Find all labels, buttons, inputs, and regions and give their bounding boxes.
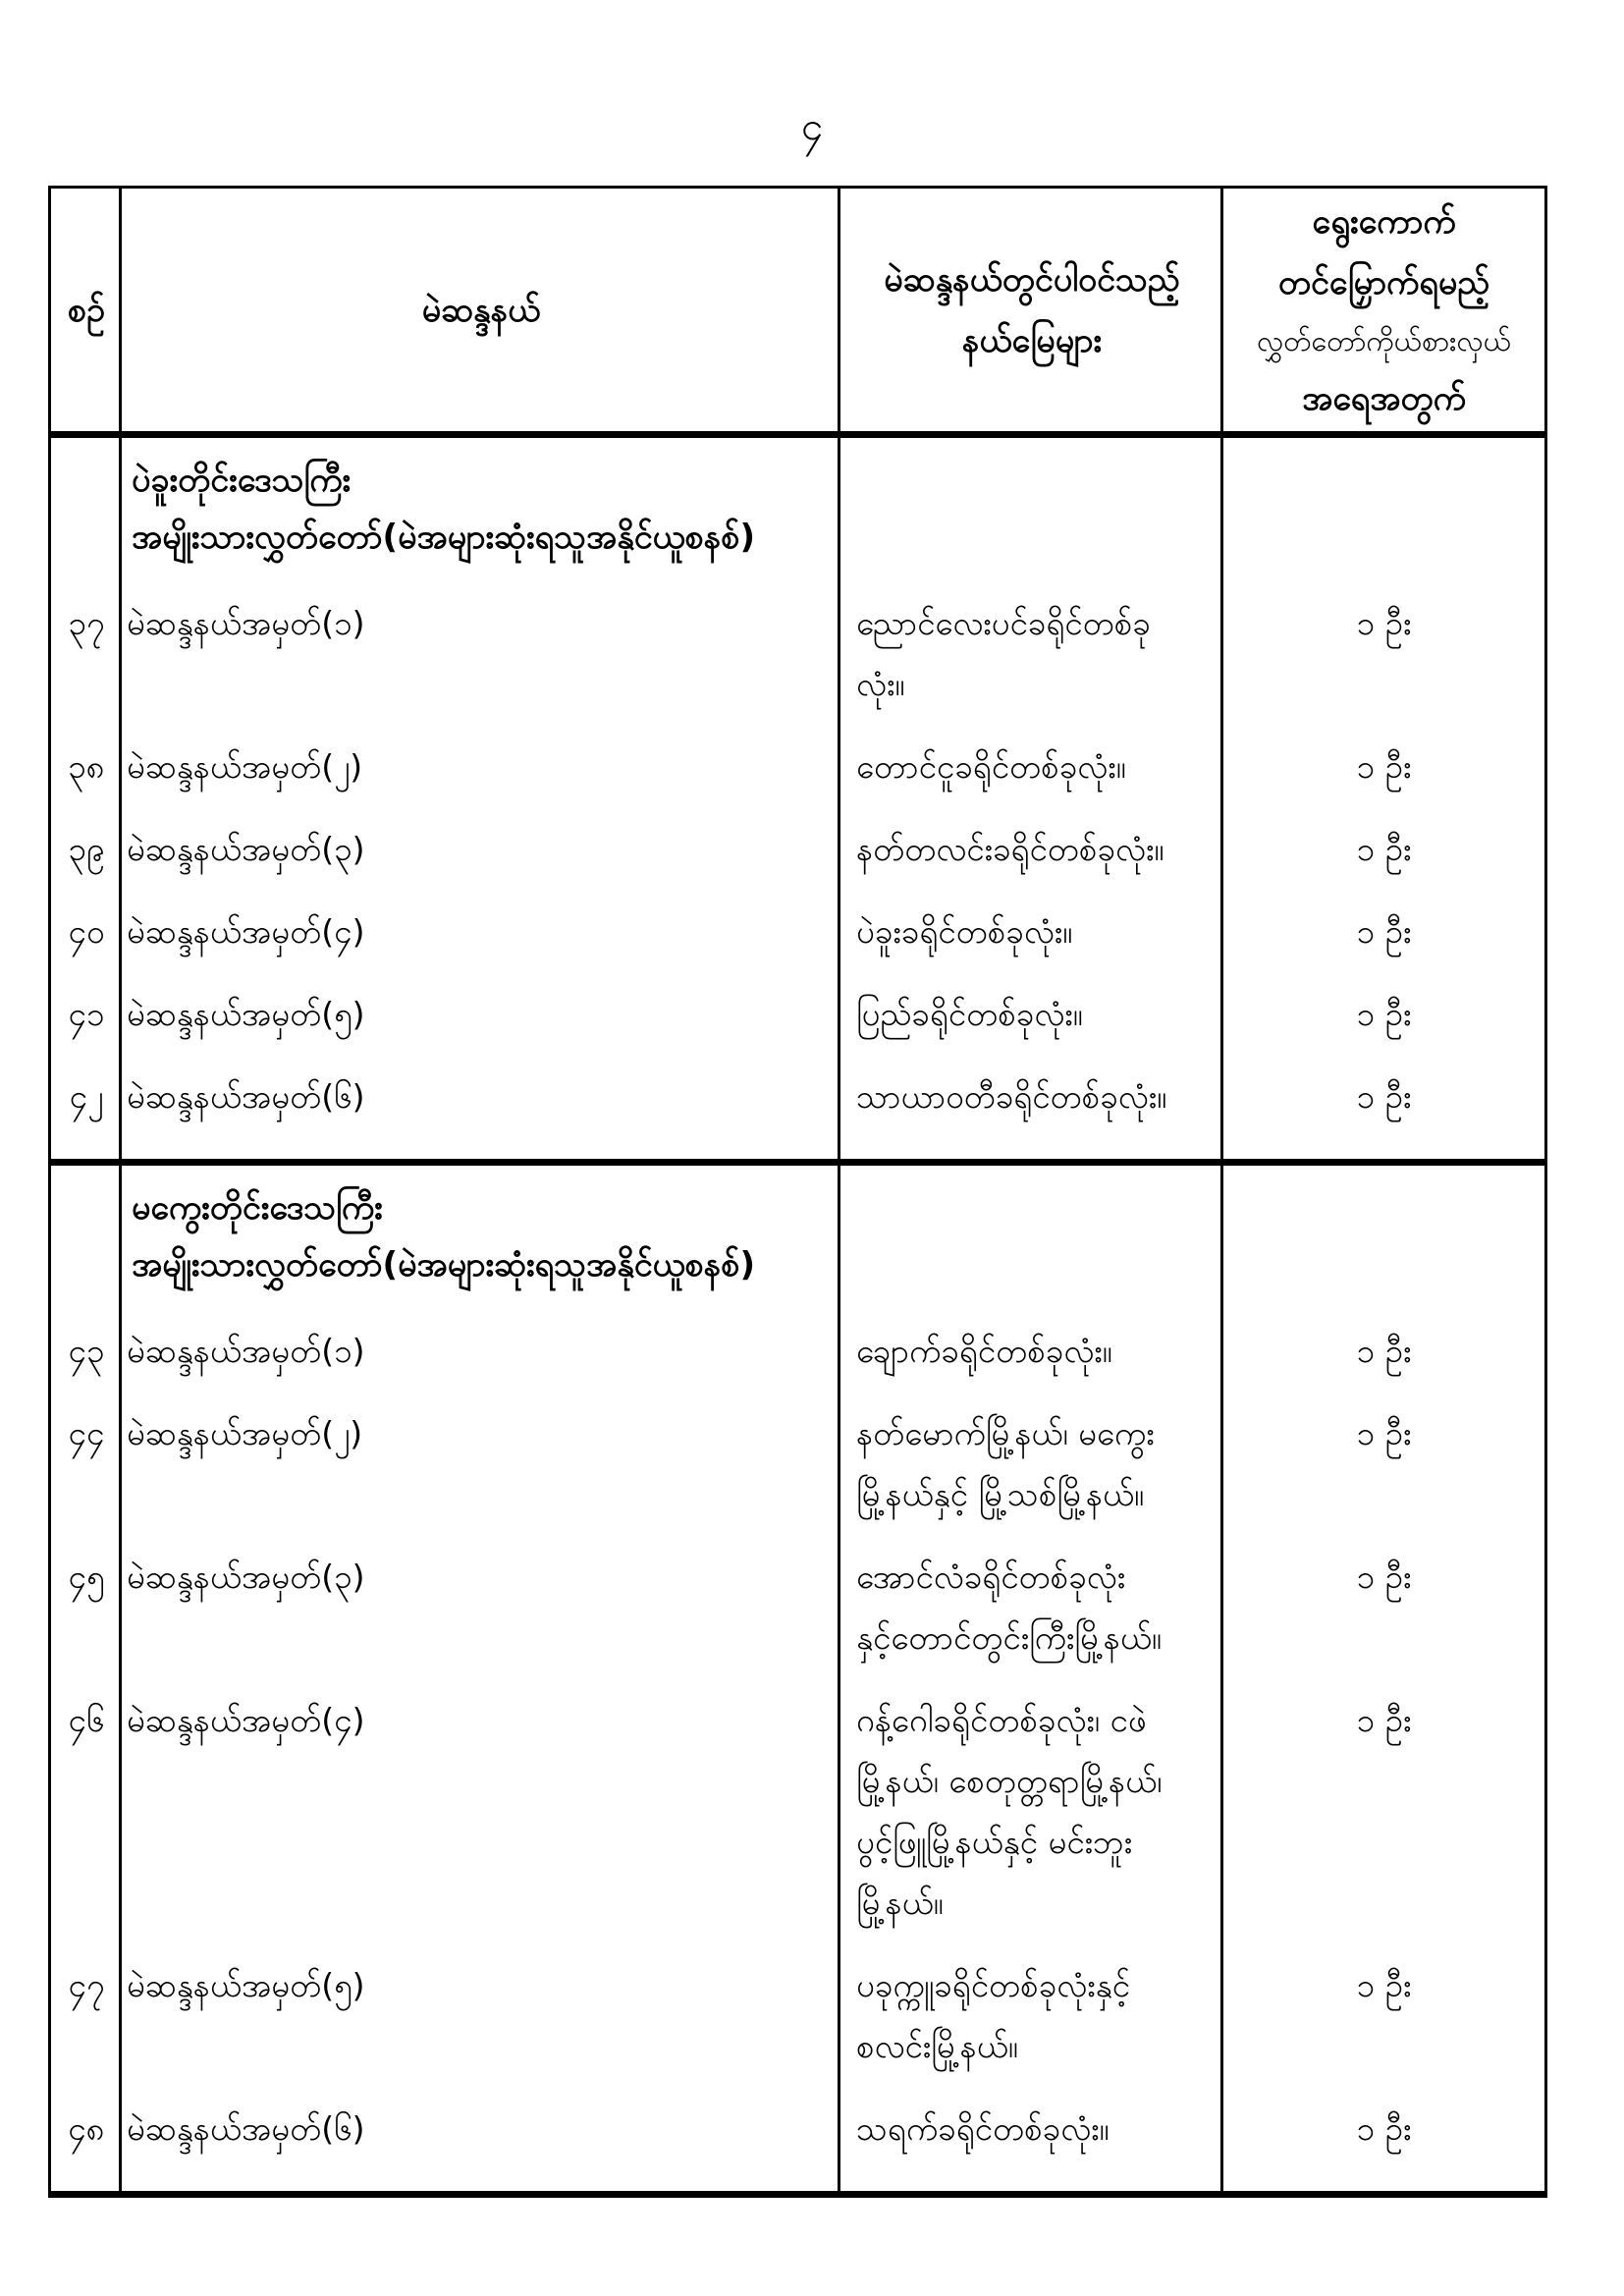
table-row bbox=[51, 2099, 1544, 2159]
table-row bbox=[51, 1066, 1544, 1127]
included-areas: ပဲခူးခရိုင်တစ်ခုလုံး။ bbox=[856, 912, 1073, 951]
row-number: ၄၀ bbox=[68, 912, 105, 951]
constituency-name: မဲဆန္ဒနယ်အမှတ်(၆) bbox=[127, 2109, 365, 2148]
header-included-areas-line1: မဲဆန္ဒနယ်တွင်ပါဝင်သည့် bbox=[884, 259, 1180, 300]
assembly-type: အမျိုးသားလွှတ်တော်(မဲအများဆုံးရသူအနိုင်ယူစနစ်) bbox=[132, 1245, 756, 1285]
region-name: မကွေးတိုင်းဒေသကြီး bbox=[132, 1188, 383, 1228]
included-areas: တောင်ငူခရိုင်တစ်ခုလုံး။ bbox=[856, 747, 1126, 786]
included-areas: သရက်ခရိုင်တစ်ခုလုံး။ bbox=[856, 2109, 1110, 2148]
constituency-name: မဲဆန္ဒနယ်အမှတ်(၆) bbox=[127, 1077, 365, 1116]
included-areas: နတ်မောက်မြို့နယ်၊ မကွေး မြို့နယ်နှင့် မြို့သစ်မြို့နယ်။ bbox=[856, 1414, 1155, 1513]
constituency-name: မဲဆန္ဒနယ်အမှတ်(၃) bbox=[127, 830, 365, 868]
table-row bbox=[51, 1403, 1544, 1525]
table-row bbox=[51, 1955, 1544, 2077]
table-row bbox=[51, 1321, 1544, 1382]
included-areas: ပြည်ခရိုင်တစ်ခုလုံး။ bbox=[856, 995, 1083, 1033]
representative-count: ၁ ဦး bbox=[1356, 604, 1412, 642]
header-rep-count-line2: တင်မြှောက်ရမည့် bbox=[1277, 262, 1490, 302]
row-number: ၄၈ bbox=[68, 2109, 105, 2148]
constituency-name: မဲဆန္ဒနယ်အမှတ်(၃) bbox=[127, 1558, 365, 1596]
row-number: ၄၄ bbox=[68, 1414, 105, 1452]
header-rep-count-line3: လွှတ်တော်ကိုယ်စားလှယ် bbox=[1257, 323, 1511, 357]
representative-count: ၁ ဦး bbox=[1356, 1332, 1412, 1370]
header-included-areas bbox=[840, 189, 1223, 431]
included-areas: ညောင်လေးပင်ခရိုင်တစ်ခု လုံး။ bbox=[856, 604, 1151, 703]
constituency-name: မဲဆန္ဒနယ်အမှတ်(၅) bbox=[127, 1966, 365, 2004]
included-areas: ပခုက္ကူခရိုင်တစ်ခုလုံးနှင့် စလင်းမြို့နယ်။ bbox=[856, 1966, 1130, 2065]
constituency-name: မဲဆန္ဒနယ်အမှတ်(၄) bbox=[127, 1701, 365, 1739]
header-constituency-label: မဲဆန္ဒနယ် bbox=[421, 290, 541, 330]
representative-count: ၁ ဦး bbox=[1356, 2109, 1412, 2148]
constituency-name: မဲဆန္ဒနယ်အမှတ်(၂) bbox=[127, 1414, 363, 1452]
representative-count: ၁ ဦး bbox=[1356, 747, 1412, 786]
representative-count: ၁ ဦး bbox=[1356, 1077, 1412, 1116]
constituency-name: မဲဆန္ဒနယ်အမှတ်(၅) bbox=[127, 995, 365, 1033]
row-number: ၄၃ bbox=[68, 1332, 105, 1370]
row-number: ၄၁ bbox=[68, 995, 105, 1033]
representative-count: ၁ ဦး bbox=[1356, 1701, 1412, 1739]
constituency-name: မဲဆန္ဒနယ်အမှတ်(၄) bbox=[127, 912, 365, 951]
section-bago-region bbox=[51, 438, 1544, 1166]
row-number: ၃၉ bbox=[68, 830, 105, 868]
header-representative-count bbox=[1223, 189, 1544, 431]
included-areas: ဂန့်ဂေါခရိုင်တစ်ခုလုံး၊ ငဖဲ မြို့နယ်၊ စေတုတ္တရာမြို့နယ်၊ ပွင့်ဖြူမြို့နယ်နှင့် မင်းဘူး မြို့နယ်။ bbox=[856, 1701, 1163, 1922]
table-row bbox=[51, 902, 1544, 962]
representative-count: ၁ ဦး bbox=[1356, 830, 1412, 868]
region-name: ပဲခူးတိုင်းဒေသကြီး bbox=[132, 461, 352, 500]
row-number: ၄၅ bbox=[68, 1558, 105, 1596]
row-number: ၃၇ bbox=[68, 604, 105, 642]
included-areas: အောင်လံခရိုင်တစ်ခုလုံး နှင့်တောင်တွင်းကြီးမြို့နယ်။ bbox=[856, 1558, 1162, 1657]
constituency-name: မဲဆန္ဒနယ်အမှတ်(၂) bbox=[127, 747, 363, 786]
included-areas: နတ်တလင်းခရိုင်တစ်ခုလုံး။ bbox=[856, 830, 1164, 868]
section-magway-region bbox=[51, 1166, 1544, 2198]
representative-count: ၁ ဦး bbox=[1356, 912, 1412, 951]
assembly-type: အမျိုးသားလွှတ်တော်(မဲအများဆုံးရသူအနိုင်ယူစနစ်) bbox=[132, 518, 756, 557]
table-row bbox=[51, 984, 1544, 1045]
table-header-row bbox=[51, 189, 1544, 438]
header-serial-label: စဉ် bbox=[68, 290, 105, 330]
column-divider bbox=[838, 189, 840, 2198]
representative-count: ၁ ဦး bbox=[1356, 995, 1412, 1033]
header-constituency bbox=[122, 189, 840, 431]
representative-count: ၁ ဦး bbox=[1356, 1558, 1412, 1596]
included-areas: သာယာဝတီခရိုင်တစ်ခုလုံး။ bbox=[856, 1077, 1167, 1116]
column-divider bbox=[119, 189, 122, 2198]
header-included-areas-line2: နယ်မြေများ bbox=[961, 320, 1103, 360]
table-row bbox=[51, 1547, 1544, 1668]
row-number: ၃၈ bbox=[68, 747, 105, 786]
table-row bbox=[51, 593, 1544, 715]
header-rep-count-line4: အရေအတွက် bbox=[1302, 378, 1466, 418]
column-divider bbox=[1220, 189, 1223, 2198]
representative-count: ၁ ဦး bbox=[1356, 1414, 1412, 1452]
constituency-name: မဲဆန္ဒနယ်အမှတ်(၁) bbox=[127, 1332, 365, 1370]
constituency-name: မဲဆန္ဒနယ်အမှတ်(၁) bbox=[127, 604, 365, 642]
row-number: ၄၇ bbox=[68, 1966, 105, 2004]
table-row bbox=[51, 819, 1544, 880]
included-areas: ချောက်ခရိုင်တစ်ခုလုံး။ bbox=[856, 1332, 1112, 1370]
constituency-table bbox=[48, 186, 1547, 2198]
row-number: ၄၂ bbox=[69, 1077, 104, 1116]
table-row bbox=[51, 1690, 1544, 1934]
row-number: ၄၆ bbox=[68, 1701, 105, 1739]
representative-count: ၁ ဦး bbox=[1356, 1966, 1412, 2004]
table-row bbox=[51, 737, 1544, 797]
page-number: ၄ bbox=[800, 104, 824, 149]
header-rep-count-line1: ရွေးကောက် bbox=[1312, 201, 1456, 242]
header-serial bbox=[51, 189, 122, 431]
